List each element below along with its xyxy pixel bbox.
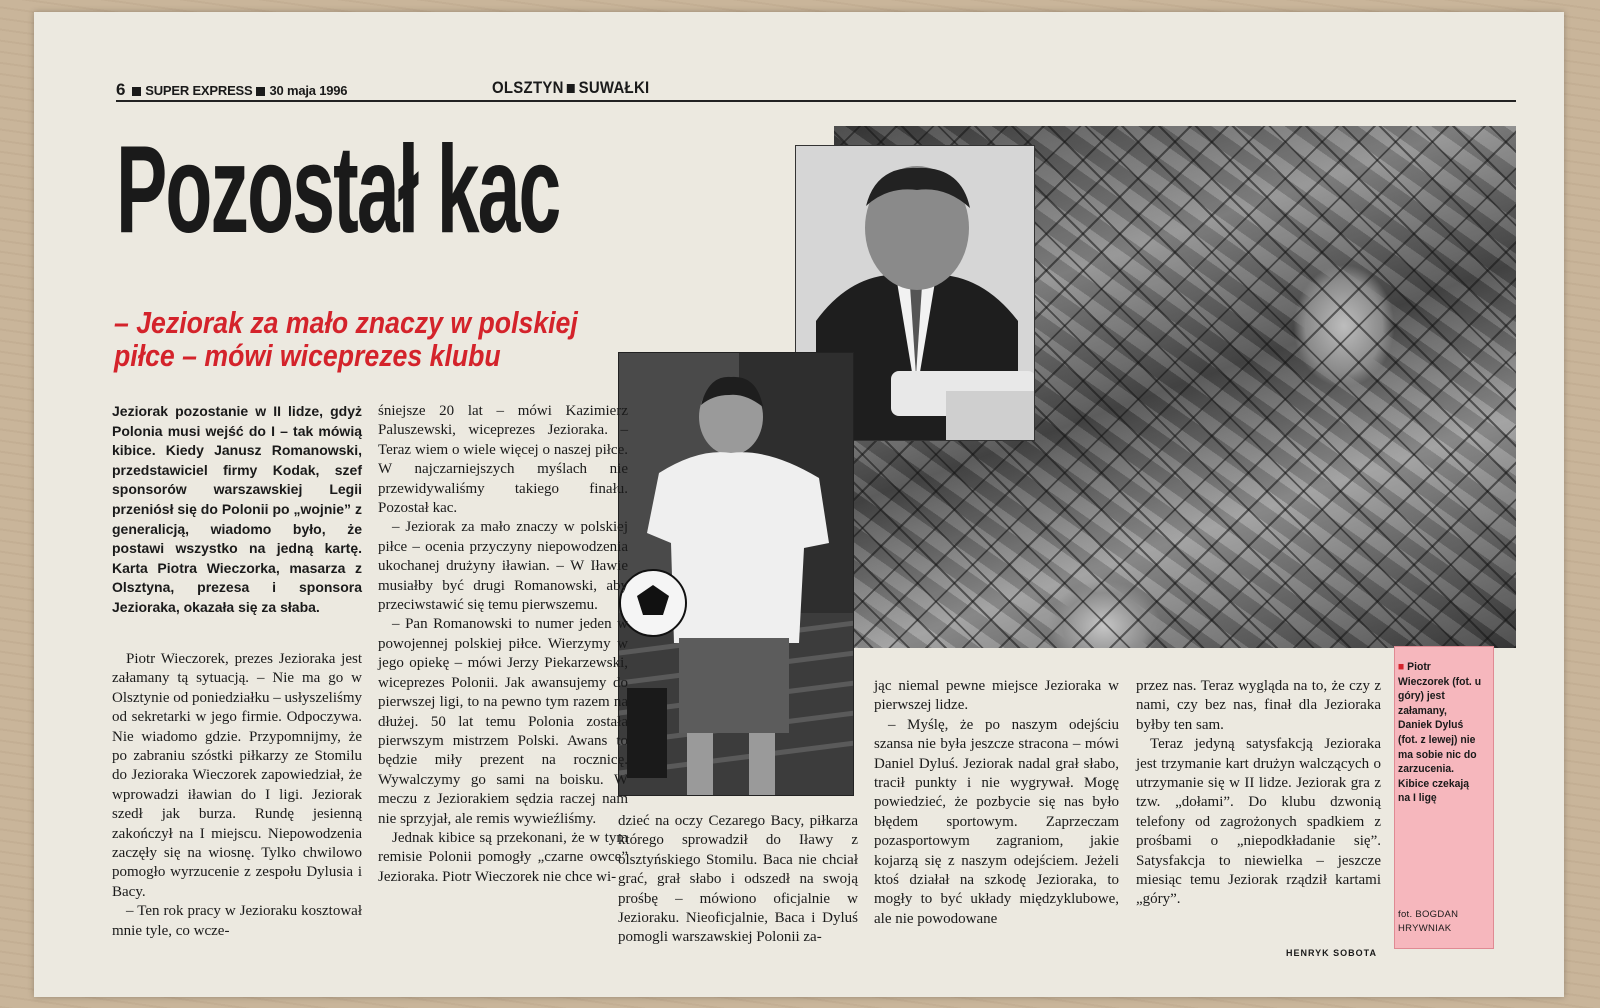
paragraph: śniejsze 20 lat – mówi Kazimierz Paluszewski, wiceprezes Jezioraka. – Teraz wiem o wiele więcej o naszej piłce. W najczarniejszych myślach nie przewidywaliśmy takiego finału. Pozostał kac. xyxy=(378,403,628,517)
paragraph: jąc niemal pewne miejsce Jezioraka w pierwszej lidze. xyxy=(874,678,1119,714)
article-column-2 xyxy=(378,402,628,887)
headline: Pozostał kac xyxy=(116,121,560,259)
square-bullet-icon xyxy=(132,87,141,96)
section-header xyxy=(492,78,649,98)
header-rule xyxy=(116,100,1516,102)
paragraph: Jednak kibice są przekonani, że w tym remisie Polonii pomogły „czarne owce” Jezioraka. Piotr Wieczorek nie chce wi- xyxy=(378,829,628,885)
square-bullet-icon xyxy=(567,84,575,93)
paragraph: – Pan Romanowski to numer jeden w powojennej polskiej piłce. Wierzymy w jego opiekę – mówi Jerzy Piekarzewski, wiceprezes Polonii. Jak awansujemy do pierwszej ligi, to na pewno tym razem na dłużej. 50 lat temu Polonia została pierwszym mistrzem Polski. Awans to będzie miły prezent na rocznicę. Wywalczymy go sami na boisku. W meczu z Jeziorakiem sędzia raczej nam nie sprzyjał, ale remis wywieźliśmy. xyxy=(378,616,628,827)
section-right: SUWAŁKI xyxy=(578,78,650,97)
square-bullet-icon: ■ xyxy=(1398,661,1408,673)
publication-name: SUPER EXPRESS xyxy=(145,83,253,98)
paragraph: przez nas. Teraz wygląda na to, że czy z nami, czy bez nas, finał dla Jezioraka byłby ten sam. xyxy=(1136,678,1381,733)
section-left: OLSZTYN xyxy=(492,78,564,97)
page-header-left xyxy=(116,80,347,100)
photo-caption xyxy=(1398,660,1483,806)
square-bullet-icon xyxy=(256,87,265,96)
paragraph: Piotr Wieczorek, prezes Jezioraka jest załamany tą sytuacją. – Nie ma go w Olsztynie od poniedziałku – usłyszeliśmy od sekretarki w jego firmie. Odpoczywa. Nie wiadomo gdzie. Przypomnijmy, że po zabraniu szóstki piłkarzy ze Stomilu do Jezioraka Wieczorek zapowiedział, że wprowadzi iławian do I ligi. Jeziorak szedł jak burza. Rundę jesienną zakończył na I miejscu. Niepowodzenia zaczęły się na wiosnę. Tylko chwilowo pomogło wyrzucenie z zespołu Dylusia i Bacy. xyxy=(112,651,362,900)
issue-date: 30 maja 1996 xyxy=(269,83,348,98)
paragraph: – Myślę, że po naszym odejściu szansa nie była jeszcze stracona – mówi Daniel Dyluś. Jeziorak nadal grał słabo, tracił punkty i nie wygrywał. Mogę powiedzieć, że pozbycie się nas było błędem sportowym. Zaprzeczam pozasportowym zagraniom, jakie kojarzą się z naszym odejściem. Jeżeli ktoś działał na szkodę Jezioraka, to mogły to być układy międzyklubowe, ale nie powodowane xyxy=(874,716,1119,927)
article-column-1 xyxy=(112,650,362,941)
article-column-4 xyxy=(874,677,1119,929)
subheadline: – Jeziorak za mało znaczy w polskiej piłce – mówi wiceprezes klubu xyxy=(114,305,578,374)
player-illustration xyxy=(619,353,854,796)
page-number: 6 xyxy=(116,80,126,99)
photo-caption-text: Piotr Wieczorek (fot. u góry) jest załamany, Daniek Dyluś (fot. z lewej) nie ma sobie nic do zarzucenia. Kibice czekają na I ligę xyxy=(1398,661,1482,805)
paragraph: – Jeziorak za mało znaczy w polskiej piłce – ocenia przyczyny niepowodzenia ukochanej drużyny iławian. – W Iławie musiałby być drugi Romanowski, aby przeciwstawić się temu pierwszemu. xyxy=(378,519,628,614)
paragraph: dzieć na oczy Cezarego Bacy, piłkarza którego sprowadził do Iławy z olsztyńskiego Stomilu. Baca nie chciał grać, grał słabo i odszedł na swoją prośbę – mówiono oficjalnie w Jezioraku. Nieoficjalnie, Baca i Dyluś pomogli warszawskiej Polonii za- xyxy=(618,813,858,946)
author-byline: HENRYK SOBOTA xyxy=(1286,948,1378,958)
paragraph: – Ten rok pracy w Jezioraku kosztował mnie tyle, co wcze- xyxy=(112,903,362,939)
paragraph: Teraz jedyną satysfakcją Jezioraka jest trzymanie kart drużyn walczących o utrzymanie się w II lidze. Jeziorak gra z tzw. „dołami”. Do klubu dzwonią telefony od zagrożonych spadkiem z prośbami o „niepodkładanie się”. Satysfakcja to niewielka – jeszcze miesiąc temu Jeziorak rządził kartami „góry”. xyxy=(1136,736,1381,908)
article-column-3 xyxy=(618,812,858,948)
photo-credit: fot. BOGDAN HRYWNIAK xyxy=(1398,909,1459,934)
player-photo-dylus xyxy=(618,352,854,796)
article-column-5 xyxy=(1136,677,1381,910)
article-lead: Jeziorak pozostanie w II lidze, gdyż Polonia musi wejść do I – tak mówią kibice. Kiedy Janusz Romanowski, przedstawiciel firmy Kodak, szef sponsorów warszawskiej Legii przeniósł się do Polonii po „wojnie” z generalicją, wiadomo było, że postawi wszystko na jedną kartę. Karta Piotra Wieczorka, masarza z Olsztyna, prezesa i sponsora Jezioraka, okazała się za słaba. xyxy=(112,403,362,615)
